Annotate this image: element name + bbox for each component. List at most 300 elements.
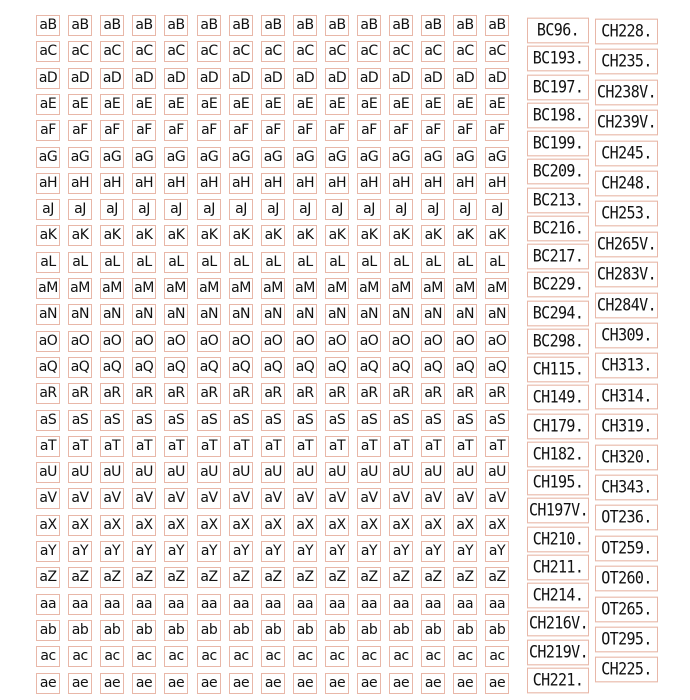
code-tag: CH216V. [527,611,589,637]
label-cell: aO [357,331,381,352]
label-cell: aV [132,488,156,509]
label-cell: aR [164,383,188,404]
label-cell: aQ [68,357,92,378]
label-cell: aT [100,436,124,457]
label-cell: aE [164,94,188,115]
label-cell: aS [197,410,221,431]
label-cell: aU [293,462,317,483]
label-cell: aX [485,515,509,536]
code-tag: CH320. [595,445,658,471]
label-cell: aN [293,304,317,325]
label-cell: ab [229,620,253,641]
label-cell: ac [164,646,188,667]
label-cell: aZ [68,567,92,588]
label-cell: aB [357,15,381,36]
label-cell: aN [68,304,92,325]
label-cell: aZ [421,567,445,588]
label-cell: aU [100,462,124,483]
code-tag: OT260. [595,566,658,592]
label-cell: aN [229,304,253,325]
label-cell: aY [164,541,188,562]
code-tag: CH309. [595,323,658,349]
code-tag: BC96. [527,18,589,44]
label-cell: aB [100,15,124,36]
code-tag: CH211. [527,555,589,581]
label-cell: aV [485,488,509,509]
label-cell: aF [68,120,92,141]
label-cell: aF [164,120,188,141]
label-cell: aR [132,383,156,404]
label-cell: aM [164,278,188,299]
label-cell: aU [389,462,413,483]
label-cell: ab [164,620,188,641]
label-cell: aM [453,278,477,299]
label-cell: aZ [485,567,509,588]
label-cell: ab [36,620,60,641]
label-cell: aU [485,462,509,483]
label-cell: aS [229,410,253,431]
label-cell: aS [293,410,317,431]
label-cell: ae [229,673,253,694]
label-cell: aN [453,304,477,325]
label-cell: aN [164,304,188,325]
label-cell: aH [229,173,253,194]
label-cell: aS [389,410,413,431]
label-cell: aa [293,594,317,615]
code-tag: CH197V. [527,498,589,524]
code-tag: BC294. [527,301,589,327]
label-cell: ab [100,620,124,641]
label-cell: aM [100,278,124,299]
label-cell: aO [164,331,188,352]
label-cell: aM [68,278,92,299]
label-cell: aL [293,252,317,273]
label-cell: aT [357,436,381,457]
label-cell: ab [389,620,413,641]
label-cell: ac [261,646,285,667]
code-tag: BC198. [527,103,589,129]
label-cell: aC [132,41,156,62]
label-cell: aQ [197,357,221,378]
code-tag: OT295. [595,627,658,653]
label-cell: aQ [485,357,509,378]
label-cell: aQ [36,357,60,378]
label-cell: aB [325,15,349,36]
label-cell: aK [357,225,381,246]
label-cell: aH [132,173,156,194]
code-tag: BC193. [527,46,589,72]
label-cell: aa [261,594,285,615]
label-cell: aY [293,541,317,562]
label-cell: aS [261,410,285,431]
label-cell: aV [389,488,413,509]
label-cell: aU [261,462,285,483]
code-tag: BC217. [527,244,589,270]
label-cell: aL [36,252,60,273]
label-cell: aJ [68,199,92,220]
label-cell: aS [100,410,124,431]
label-cell: aE [261,94,285,115]
label-cell: aK [36,225,60,246]
label-cell: aO [325,331,349,352]
label-cell: aK [261,225,285,246]
code-tag: CH245. [595,141,658,167]
label-cell: aG [132,147,156,168]
label-cell: aR [36,383,60,404]
label-cell: aT [485,436,509,457]
label-cell: aG [100,147,124,168]
label-cell: aL [229,252,253,273]
label-cell: aO [197,331,221,352]
label-cell: ae [68,673,92,694]
label-cell: aJ [357,199,381,220]
code-tag: OT265. [595,597,658,623]
label-cell: ae [389,673,413,694]
label-cell: aH [485,173,509,194]
label-cell: aa [485,594,509,615]
code-tag: CH319. [595,414,658,440]
label-cell: aO [229,331,253,352]
label-cell: aZ [197,567,221,588]
label-cell: aE [132,94,156,115]
label-cell: aB [293,15,317,36]
label-cell: aO [485,331,509,352]
label-cell: aM [261,278,285,299]
label-cell: aZ [132,567,156,588]
label-cell: aN [100,304,124,325]
label-cell: aa [453,594,477,615]
code-tag: BC298. [527,329,589,355]
label-cell: aS [485,410,509,431]
label-cell: aF [261,120,285,141]
label-cell: aR [261,383,285,404]
label-cell: aF [389,120,413,141]
label-cell: aX [132,515,156,536]
label-cell: aQ [261,357,285,378]
code-tag: CH219V. [527,640,589,666]
label-cell: aY [453,541,477,562]
label-cell: aZ [357,567,381,588]
label-cell: aV [164,488,188,509]
label-cell: aJ [229,199,253,220]
label-cell: aJ [164,199,188,220]
code-tag: CH235. [595,49,658,75]
label-cell: aH [36,173,60,194]
label-cell: aO [100,331,124,352]
code-tag: CH238V. [595,80,658,106]
label-cell: aC [36,41,60,62]
label-cell: aC [293,41,317,62]
label-cell: aR [68,383,92,404]
label-cell: aR [293,383,317,404]
label-cell: aR [357,383,381,404]
code-tag: BC197. [527,75,589,101]
label-cell: aG [68,147,92,168]
label-cell: aH [421,173,445,194]
code-tag: CH314. [595,384,658,410]
label-cell: aH [164,173,188,194]
label-cell: aR [229,383,253,404]
label-cell: aC [68,41,92,62]
label-cell: aZ [293,567,317,588]
label-cell: aB [229,15,253,36]
label-cell: ae [357,673,381,694]
label-cell: aY [325,541,349,562]
label-cell: aQ [164,357,188,378]
label-cell: aS [357,410,381,431]
label-cell: aN [485,304,509,325]
label-cell: aU [197,462,221,483]
code-tag: CH221. [527,668,589,694]
label-cell: aU [68,462,92,483]
label-cell: aK [229,225,253,246]
label-cell: aK [485,225,509,246]
label-cell: aN [132,304,156,325]
label-cell: aG [36,147,60,168]
code-tag: BC213. [527,188,589,214]
label-cell: aL [389,252,413,273]
label-cell: aJ [293,199,317,220]
label-cell: aC [485,41,509,62]
label-cell: aU [229,462,253,483]
label-cell: aO [389,331,413,352]
label-cell: aD [261,68,285,89]
label-cell: aR [389,383,413,404]
label-cell: aF [485,120,509,141]
label-cell: aE [421,94,445,115]
label-cell: aT [36,436,60,457]
label-cell: aZ [453,567,477,588]
label-cell: aQ [293,357,317,378]
label-cell: aX [389,515,413,536]
label-cell: ac [421,646,445,667]
code-tag: OT259. [595,536,658,562]
label-cell: aM [389,278,413,299]
label-cell: aF [132,120,156,141]
label-cell: ae [132,673,156,694]
label-cell: aE [485,94,509,115]
label-cell: aY [229,541,253,562]
code-tag: CH149. [527,385,589,411]
code-tag: CH313. [595,353,658,379]
label-cell: aJ [261,199,285,220]
label-cell: aU [132,462,156,483]
label-cell: aQ [229,357,253,378]
label-cell: aL [325,252,349,273]
label-cell: aL [164,252,188,273]
label-cell: aD [36,68,60,89]
label-cell: ac [293,646,317,667]
label-cell: aV [261,488,285,509]
label-cell: aa [229,594,253,615]
label-cell: ab [261,620,285,641]
label-cell: aL [132,252,156,273]
code-tag: CH225. [595,657,658,683]
label-cell: aX [36,515,60,536]
label-cell: aB [36,15,60,36]
label-cell: aE [389,94,413,115]
label-cell: aB [389,15,413,36]
label-cell: aV [325,488,349,509]
label-cell: aM [229,278,253,299]
label-cell: aL [421,252,445,273]
label-cell: aK [100,225,124,246]
label-cell: aJ [197,199,221,220]
label-cell: aX [421,515,445,536]
code-tag: CH195. [527,470,589,496]
label-cell: aT [68,436,92,457]
label-cell: aM [132,278,156,299]
label-cell: aD [132,68,156,89]
label-cell: aX [261,515,285,536]
label-cell: aG [357,147,381,168]
label-cell: aZ [389,567,413,588]
label-cell: aa [197,594,221,615]
label-cell: aF [197,120,221,141]
label-cell: aY [132,541,156,562]
label-cell: aX [293,515,317,536]
label-cell: aQ [132,357,156,378]
label-cell: aT [293,436,317,457]
code-tag: CH214. [527,583,589,609]
label-cell: aV [197,488,221,509]
label-cell: aH [325,173,349,194]
label-cell: aG [325,147,349,168]
label-cell: aY [100,541,124,562]
label-cell: aO [36,331,60,352]
label-cell: aV [357,488,381,509]
label-cell: aX [229,515,253,536]
label-cell: aL [261,252,285,273]
label-cell: aE [36,94,60,115]
label-cell: aa [325,594,349,615]
label-cell: ac [229,646,253,667]
label-cell: aS [325,410,349,431]
label-cell: aD [68,68,92,89]
label-cell: aX [325,515,349,536]
label-cell: ac [68,646,92,667]
label-cell: aM [36,278,60,299]
label-cell: ab [421,620,445,641]
code-tag: CH210. [527,527,589,553]
label-cell: aO [421,331,445,352]
label-cell: aa [421,594,445,615]
label-cell: aE [68,94,92,115]
label-cell: aG [421,147,445,168]
label-cell: ac [36,646,60,667]
label-cell: aM [325,278,349,299]
label-cell: ab [293,620,317,641]
label-cell: aT [261,436,285,457]
label-cell: ac [100,646,124,667]
label-cell: aV [68,488,92,509]
label-cell: aX [68,515,92,536]
label-cell: aN [197,304,221,325]
label-cell: aV [293,488,317,509]
label-cell: aQ [389,357,413,378]
label-cell: aN [421,304,445,325]
label-cell: aS [421,410,445,431]
label-cell: aE [293,94,317,115]
label-cell: aa [36,594,60,615]
label-cell: aU [36,462,60,483]
label-cell: aB [485,15,509,36]
label-cell: aL [197,252,221,273]
label-cell: aa [389,594,413,615]
label-cell: aT [325,436,349,457]
label-cell: ae [261,673,285,694]
label-cell: aK [164,225,188,246]
label-cell: aC [164,41,188,62]
label-cell: aN [357,304,381,325]
label-cell: aH [389,173,413,194]
code-tag: CH182. [527,442,589,468]
label-cell: ab [197,620,221,641]
label-cell: aC [100,41,124,62]
label-cell: aY [68,541,92,562]
label-cell: aa [68,594,92,615]
label-cell: aF [293,120,317,141]
label-cell: aK [197,225,221,246]
label-cell: aT [229,436,253,457]
label-cell: aR [325,383,349,404]
label-cell: aD [485,68,509,89]
label-cell: aF [453,120,477,141]
label-cell: aY [357,541,381,562]
label-cell: aV [100,488,124,509]
label-cell: aB [261,15,285,36]
label-cell: aa [357,594,381,615]
label-cell: ac [485,646,509,667]
label-cell: aG [485,147,509,168]
label-cell: aE [453,94,477,115]
label-cell: aa [100,594,124,615]
label-cell: aG [293,147,317,168]
label-cell: ab [68,620,92,641]
label-cell: aT [421,436,445,457]
code-tag: OT236. [595,505,658,531]
label-cell: ac [357,646,381,667]
label-cell: aM [197,278,221,299]
label-cell: ae [453,673,477,694]
code-tag: BC209. [527,159,589,185]
label-cell: aJ [36,199,60,220]
label-cell: aL [485,252,509,273]
label-cell: aO [293,331,317,352]
label-cell: aS [132,410,156,431]
code-tag: CH115. [527,357,589,383]
label-cell: aD [357,68,381,89]
label-cell: aQ [357,357,381,378]
code-tag: CH253. [595,201,658,227]
label-cell: aC [197,41,221,62]
label-cell: aX [453,515,477,536]
label-cell: aD [100,68,124,89]
label-cell: aZ [100,567,124,588]
label-cell: aG [453,147,477,168]
label-cell: aJ [100,199,124,220]
label-cell: aF [229,120,253,141]
label-cell: aG [229,147,253,168]
label-cell: aD [389,68,413,89]
label-cell: aa [164,594,188,615]
label-cell: aH [293,173,317,194]
label-cell: aT [389,436,413,457]
label-cell: ab [325,620,349,641]
label-cell: aD [293,68,317,89]
label-cell: aJ [389,199,413,220]
label-cell: aK [325,225,349,246]
